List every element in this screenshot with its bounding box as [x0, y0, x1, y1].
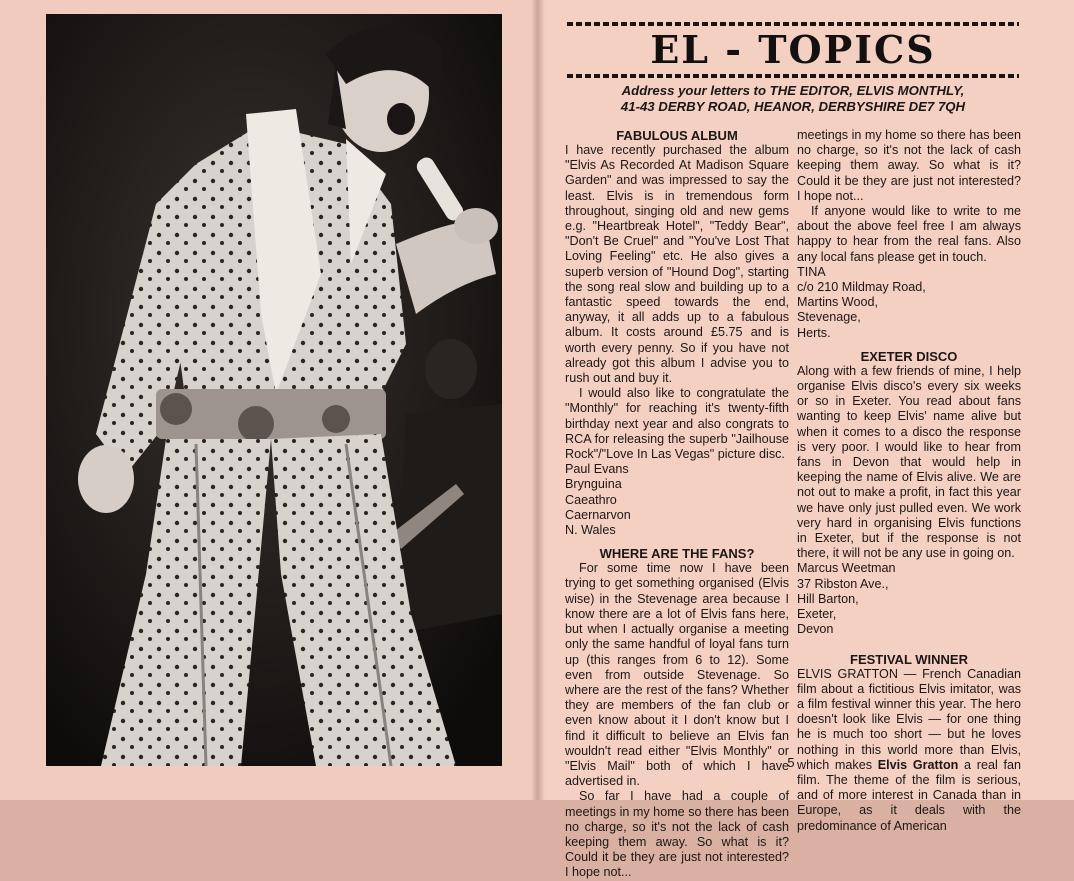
address-line-2: 41-43 DERBY ROAD, HEANOR, DERBYSHIRE DE7 7QH: [620, 99, 966, 114]
letter3-paragraph-1: Along with a few friends of mine, I help organise Elvis disco's every six weeks or so in Exeter. You read about fans wanting to keep Elvis' name alive but when it comes to a disco the response is very poor. I would like to hear from fans in Devon that would help in keeping the name of Elvis alive. We are not out to make a profit, in fact this year we have only just pulled even. We work very hard in organising Elvis functions in Exeter, but if the response is not there, it will not be any use in going on.: [797, 363, 1021, 561]
signature-line: c/o 210 Mildmay Road,: [797, 280, 926, 295]
signature-line: 37 Ribston Ave.,: [797, 576, 889, 591]
letter-heading-fabulous-album: FABULOUS ALBUM: [616, 128, 738, 143]
page-number: 5: [787, 755, 795, 770]
letter1-signature: [565, 462, 789, 538]
signature-line: Herts.: [797, 325, 831, 340]
masthead: [567, 22, 1019, 80]
spacer: [797, 341, 1021, 349]
masthead-top-rule: [567, 22, 1019, 26]
photo-illustration: [46, 14, 502, 766]
letter1-paragraph-1: I have recently purchased the album "Elvis As Recorded At Madison Square Garden" and was impressed to say the least. Elvis is in tremendous form throughout, singing old and new gems e.g. "Heartbreak Hotel", "Teddy Bear", "Don't Be Cruel" and "You've Lost That Loving Feeling" etc. He also gives a superb version of "Hound Dog", starting the song real slow and building up to a fantastic speed towards the end, anyway, it all adds up to a fabulous album. It costs around £5.75 and is worth every penny. So if you have not already got this album I advise you to rush out and buy it.: [565, 143, 789, 386]
letter2-paragraph-2: So far I have had a couple of meetings in my home so there has been no charge, so it's not the lack of cash keeping them away. So what is it? Could it be they are just not interested? I hope not...: [565, 789, 790, 880]
column-right: [797, 128, 1021, 834]
film-title-bold: Elvis Gratton: [877, 757, 959, 772]
page-title: EL - TOPICS: [650, 27, 936, 72]
signature-line: Martins Wood,: [797, 295, 878, 310]
signature-line: Caeathro: [565, 492, 617, 507]
editor-address: [567, 83, 1019, 115]
elvis-performance-photo: [46, 14, 502, 766]
spacer: [565, 538, 789, 546]
page-gutter: [531, 0, 545, 800]
signature-line: Stevenage,: [797, 310, 861, 325]
signature-line: N. Wales: [565, 523, 616, 538]
letter2-signature: [797, 265, 1021, 341]
signature-line: Brynguina: [565, 477, 622, 492]
signature-line: Marcus Weetman: [797, 561, 896, 576]
column-left: [565, 128, 790, 880]
letter2-paragraph-2-continued: meetings in my home so there has been no charge, so it's not the lack of cash keeping them away. So what is it? Could it be they are just not interested? I hope not...: [797, 128, 1022, 203]
letter-heading-where-are-the-fans: WHERE ARE THE FANS?: [599, 546, 755, 562]
letter3-signature: [797, 561, 1021, 637]
signature-line: Devon: [797, 622, 834, 637]
letter1-paragraph-2: I would also like to congratulate the "Monthly" for reaching it's twenty-fifth birthday next year and also congrats to RCA for releasing the superb "Jailhouse Rock"/"Love In Las Vegas" picture disc.: [565, 386, 789, 462]
left-page: [0, 0, 538, 800]
masthead-bottom-rule: [567, 74, 1019, 78]
spacer: [797, 638, 1021, 652]
letter-heading-exeter-disco: EXETER DISCO: [860, 348, 958, 364]
signature-line: Caernarvon: [565, 507, 631, 522]
letter-heading-festival-winner: FESTIVAL WINNER: [850, 651, 968, 667]
address-line-1: Address your letters to THE EDITOR, ELVIS MONTHLY,: [621, 83, 965, 98]
letter4-paragraph-1: [797, 667, 1021, 834]
letter2-paragraph-1: For some time now I have been trying to get something organised (Elvis wise) in the Stevenage area because I know there are a lot of Elvis fans here, but when I actually organise a meeting only the same handful of loyal fans turn up (this ranges from 6 to 12). Some even from outside Stevenage. So where are the rest of the fans? Whether they are members of the fan club or even know about it I don't know but I find it difficult to believe an Elvis fan wouldn't read either "Elvis Monthly" or "Elvis Mail" both of which I have advertised in.: [565, 561, 789, 789]
letter4-text-end: a real fan film. The theme of the film is serious, and of more interest in Canada than in Europe, as it deals with the predominance of American: [797, 757, 1021, 833]
signature-line: Exeter,: [797, 607, 837, 622]
signature-line: Hill Barton,: [797, 591, 859, 606]
letter4-text-start: ELVIS GRATTON — French Canadian film about a fictitious Elvis imitator, was a film festival winner this year. The hero doesn't look like Elvis — for one thing he is much too short — but he loves nothing in this world more than Elvis, which makes: [797, 666, 1021, 772]
signature-line: TINA: [797, 264, 826, 279]
letter2-paragraph-3: If anyone would like to write to me about the above feel free I am always happy to hear from the real fans. Also any local fans please get in touch.: [797, 204, 1021, 264]
signature-line: Paul Evans: [565, 462, 629, 477]
